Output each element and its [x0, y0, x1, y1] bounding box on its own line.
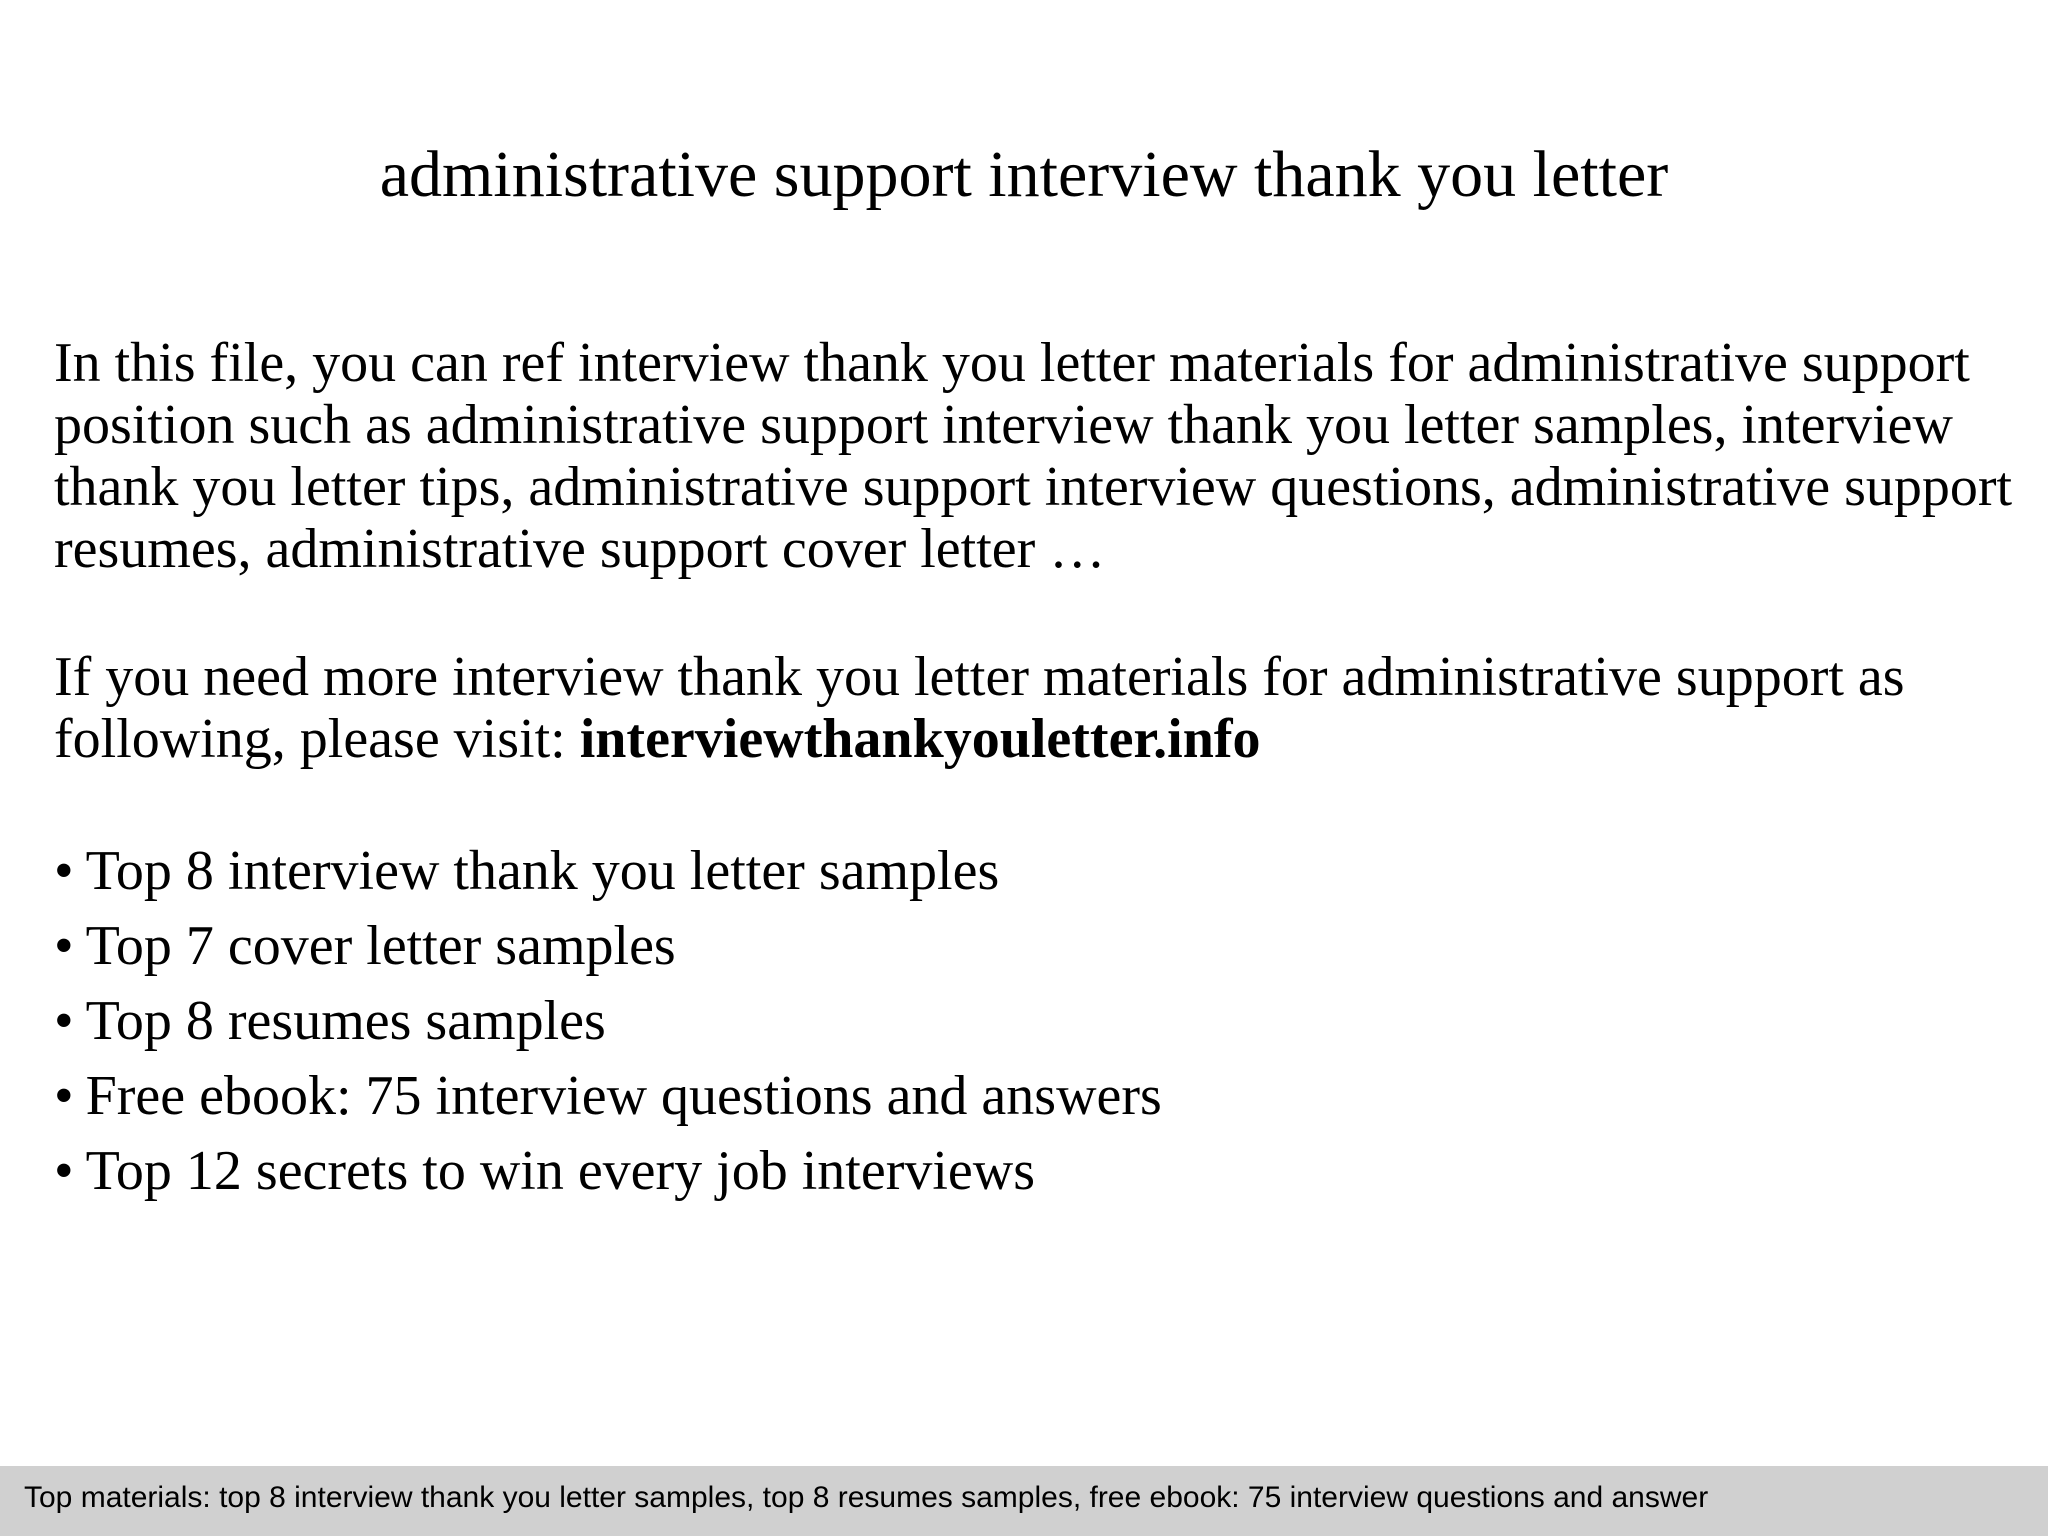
intro-paragraph: In this file, you can ref interview thank you letter materials for administrative support position such as administrative support interview thank you letter samples, interview thank you letter tips, administrative support interview questions, administrative support resumes, administrative support cover letter … [54, 332, 2013, 580]
bullet-icon: • [54, 990, 74, 1052]
bullet-icon: • [54, 1140, 74, 1202]
list-item [54, 984, 2014, 1059]
list-item [54, 909, 2014, 984]
list-item [54, 1134, 2014, 1209]
list-item-label: Top 8 resumes samples [85, 990, 606, 1052]
list-item-label: Top 8 interview thank you letter samples [85, 840, 1000, 902]
list-item-label: Free ebook: 75 interview questions and answers [85, 1065, 1162, 1127]
page-title: administrative support interview thank you letter [379, 138, 1669, 211]
footer-bar: Top materials: top 8 interview thank you letter samples, top 8 resumes samples, free ebook: 75 interview questions and answer [0, 1466, 2048, 1536]
list-item [54, 834, 2014, 909]
visit-text: If you need more interview thank you letter materials for administrative support as following, please visit: [54, 646, 1905, 770]
bullet-icon: • [54, 840, 74, 902]
bullet-icon: • [54, 915, 74, 977]
visit-paragraph [54, 646, 2014, 770]
list-item [54, 1059, 2014, 1134]
list-item-label: Top 12 secrets to win every job interviews [85, 1140, 1036, 1202]
site-link[interactable]: interviewthankyouletter.info [579, 708, 1261, 770]
bullet-icon: • [54, 1065, 74, 1127]
materials-list [54, 834, 2014, 1209]
list-item-label: Top 7 cover letter samples [85, 915, 676, 977]
